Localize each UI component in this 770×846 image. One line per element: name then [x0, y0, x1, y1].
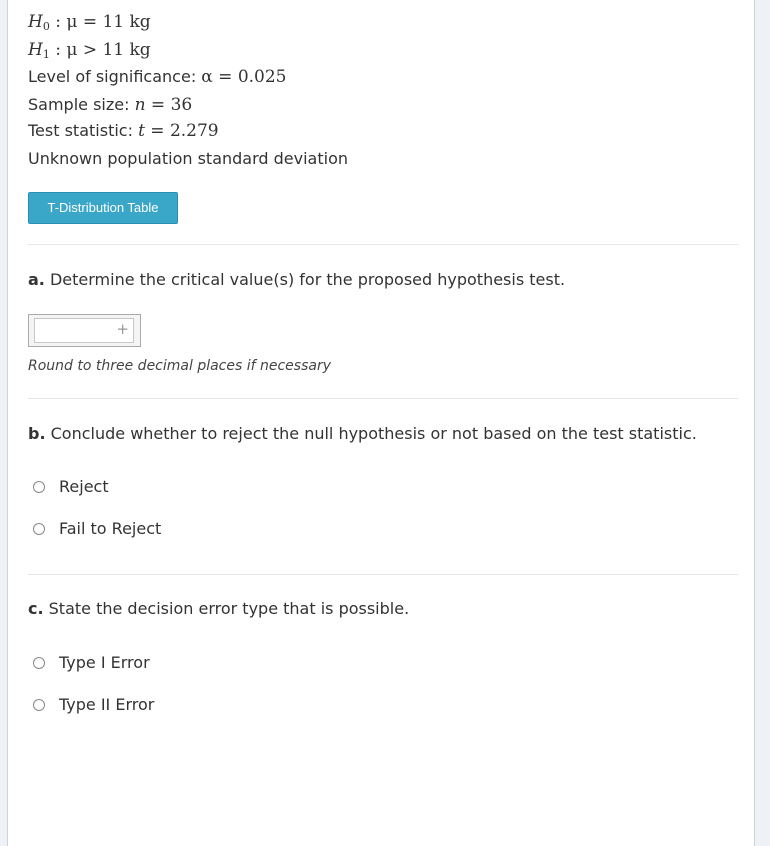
sample-size: Sample size: n = 36	[28, 95, 193, 115]
option-type-ii-error[interactable]: Type II Error	[33, 695, 154, 717]
divider	[28, 398, 738, 399]
radio-button[interactable]	[33, 699, 45, 711]
significance-level: Level of significance: α = 0.025	[28, 67, 287, 87]
option-type-i-error[interactable]: Type I Error	[33, 653, 150, 675]
option-reject[interactable]: Reject	[33, 477, 109, 499]
question-c-title: c. State the decision error type that is possible.	[28, 599, 410, 618]
radio-button[interactable]	[33, 657, 45, 669]
radio-button[interactable]	[33, 481, 45, 493]
divider	[28, 244, 738, 245]
population-sd-note: Unknown population standard deviation	[28, 149, 349, 168]
question-a-title: a. Determine the critical value(s) for the proposed hypothesis test.	[28, 270, 566, 289]
question-panel	[7, 0, 755, 846]
plus-icon[interactable]: +	[116, 320, 129, 338]
null-hypothesis: $H_0$ : μ = 11 kg	[28, 12, 151, 33]
critical-value-input[interactable]	[34, 318, 134, 343]
test-statistic: Test statistic: t = 2.279	[28, 121, 219, 141]
alternative-hypothesis: $H_1$ : μ > 11 kg	[28, 40, 151, 61]
t-distribution-table-button[interactable]: T-Distribution Table	[28, 192, 178, 224]
divider	[28, 574, 738, 575]
rounding-hint: Round to three decimal places if necessary	[28, 358, 332, 374]
option-fail-to-reject[interactable]: Fail to Reject	[33, 519, 161, 541]
question-b-title: b. Conclude whether to reject the null hypothesis or not based on the test statistic.	[28, 424, 697, 443]
critical-value-answer-box	[28, 314, 141, 347]
radio-button[interactable]	[33, 523, 45, 535]
